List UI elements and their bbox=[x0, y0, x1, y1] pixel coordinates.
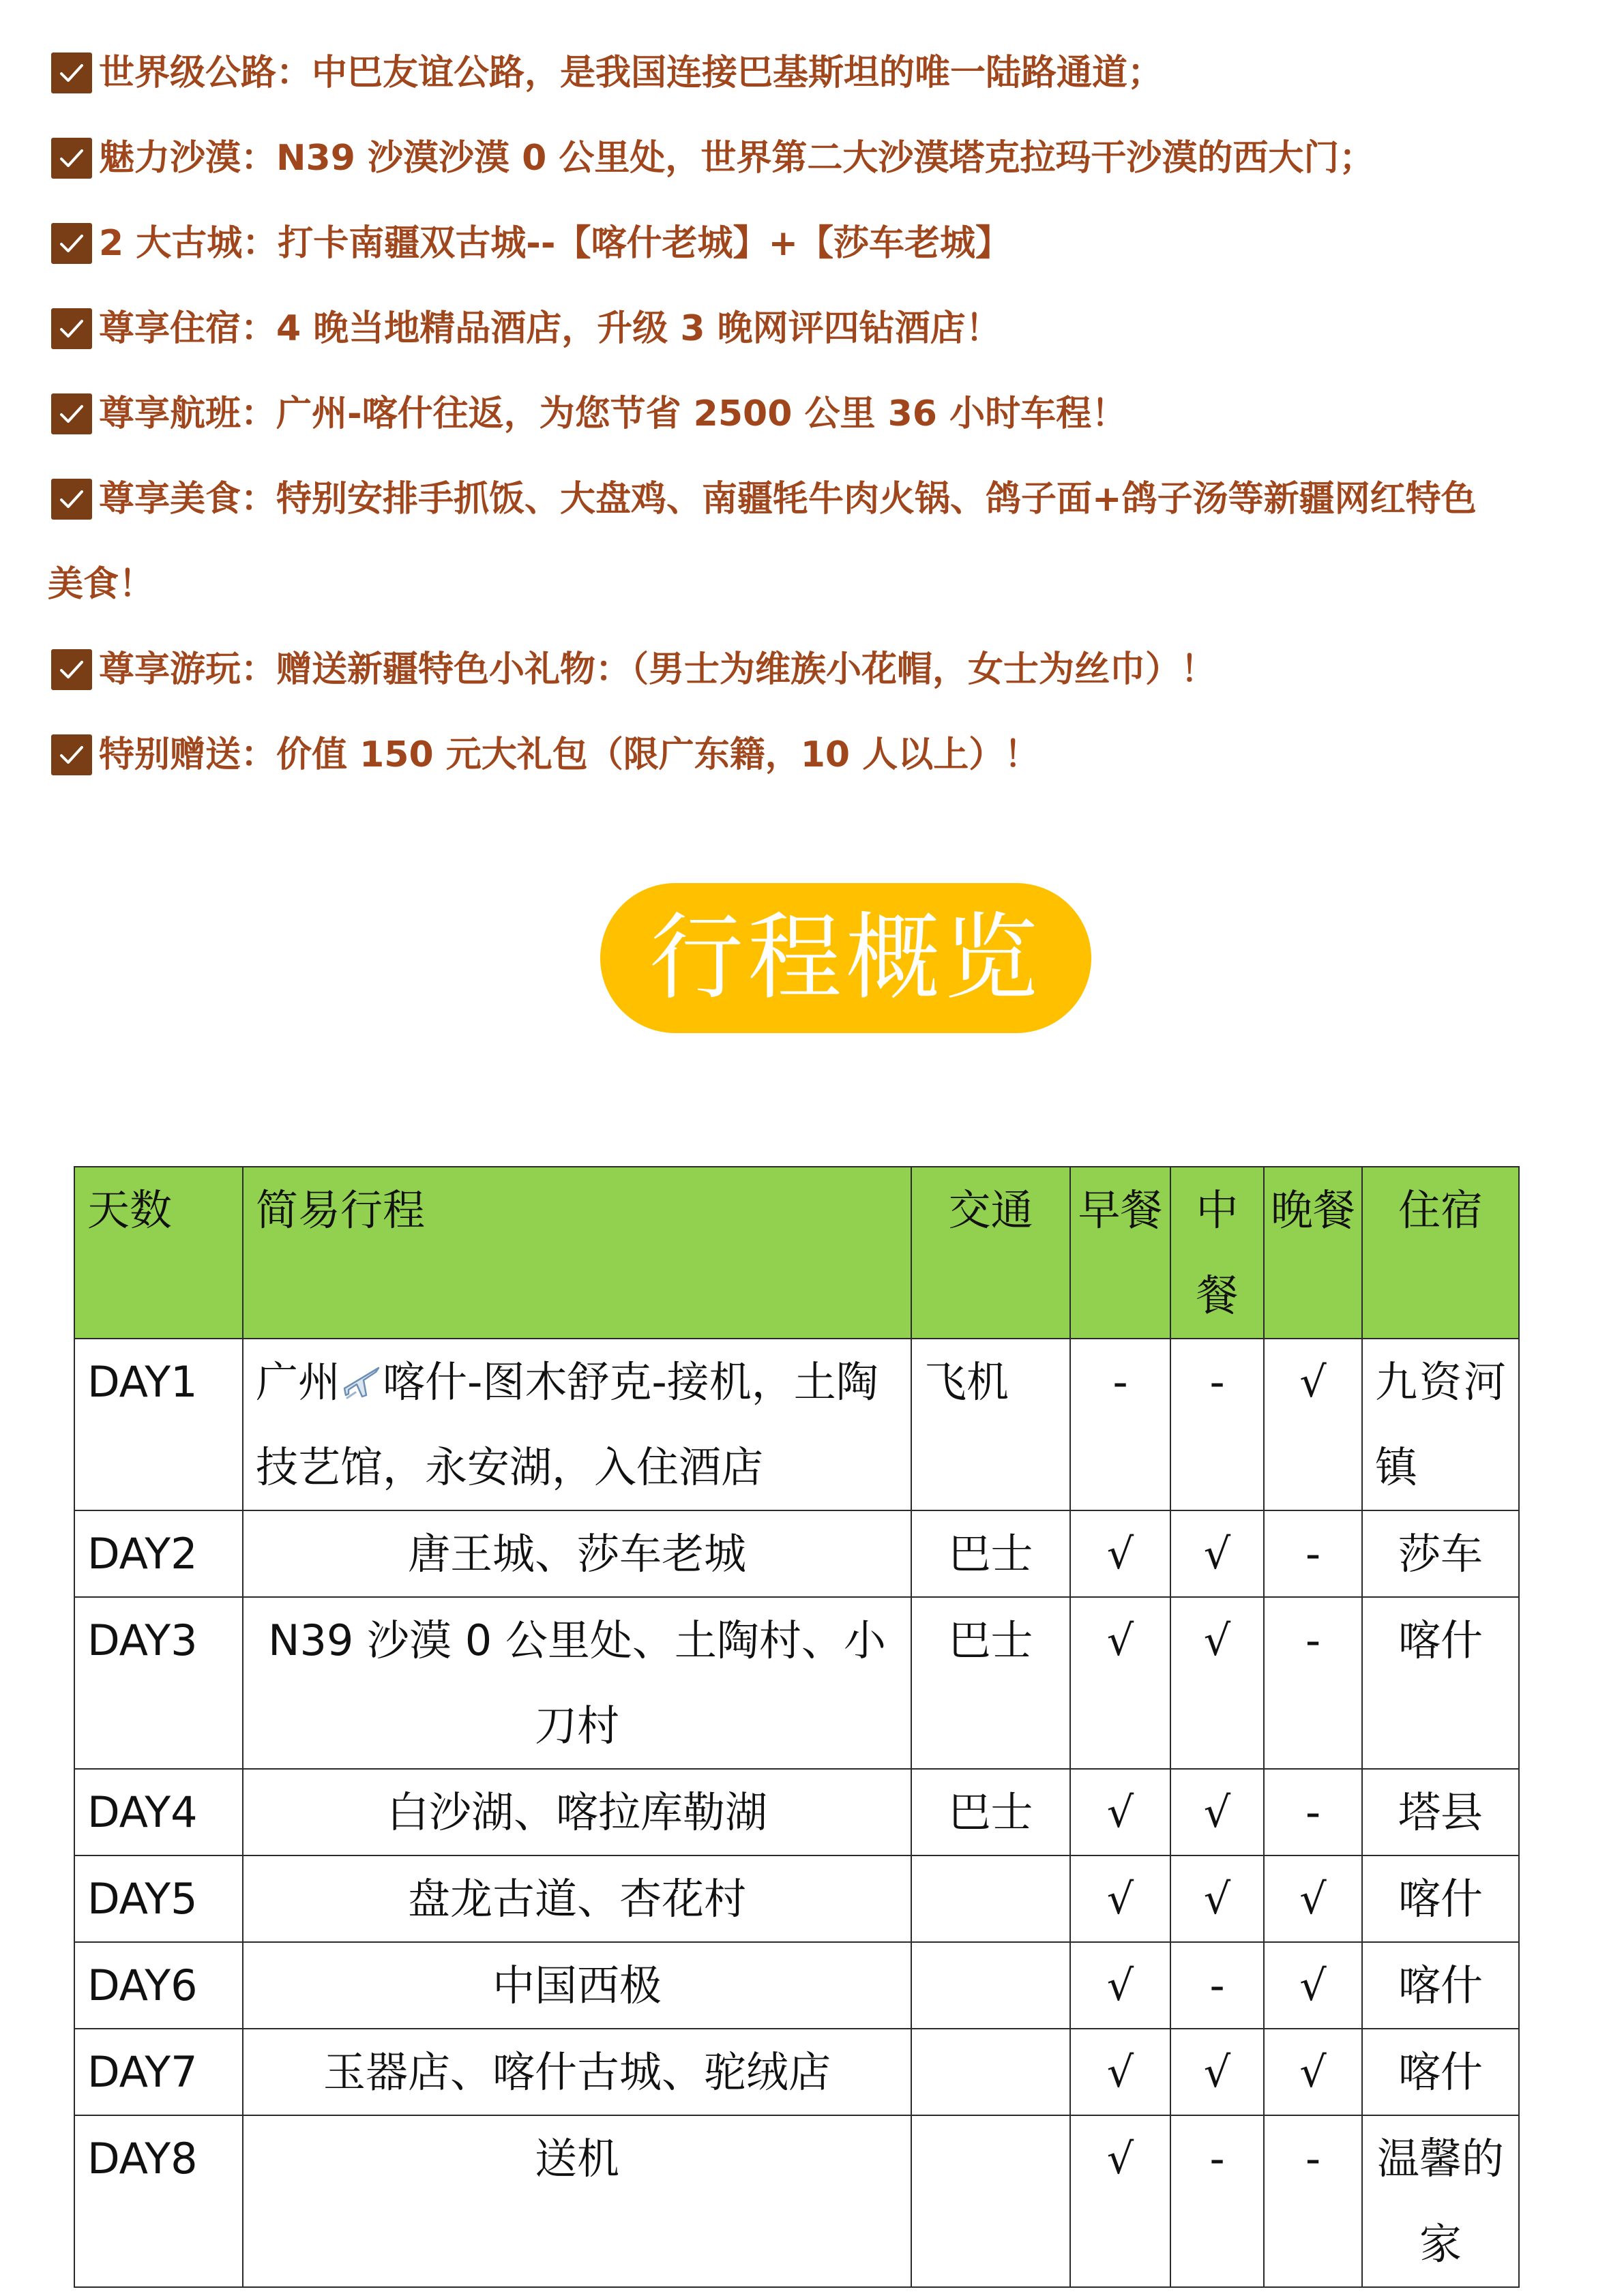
header-breakfast: 早餐 bbox=[1070, 1167, 1170, 1339]
cell-transport: 飞机 bbox=[911, 1339, 1070, 1510]
header-route: 简易行程 bbox=[243, 1167, 911, 1339]
cell-route: 盘龙古道、杏花村 bbox=[243, 1855, 911, 1942]
cell-breakfast: √ bbox=[1070, 1510, 1170, 1597]
cell-route: 送机 bbox=[243, 2115, 911, 2287]
cell-route: 唐王城、莎车老城 bbox=[243, 1510, 911, 1597]
table-row bbox=[74, 1942, 1519, 2029]
header-lunch: 中餐 bbox=[1170, 1167, 1264, 1339]
cell-route: 白沙湖、喀拉库勒湖 bbox=[243, 1769, 911, 1855]
cell-lunch: - bbox=[1170, 1942, 1264, 2029]
cell-route: 中国西极 bbox=[243, 1942, 911, 2029]
cell-dinner: √ bbox=[1264, 1942, 1362, 2029]
header-dinner: 晚餐 bbox=[1264, 1167, 1362, 1339]
cell-lunch: √ bbox=[1170, 1769, 1264, 1855]
highlight-item bbox=[51, 308, 1001, 349]
table-row bbox=[74, 2029, 1519, 2115]
cell-transport bbox=[911, 2115, 1070, 2287]
cell-breakfast: √ bbox=[1070, 2029, 1170, 2115]
header-stay: 住宿 bbox=[1362, 1167, 1519, 1339]
cell-day: DAY4 bbox=[74, 1769, 243, 1855]
check-icon bbox=[51, 223, 92, 264]
check-icon bbox=[51, 393, 92, 434]
cell-dinner: √ bbox=[1264, 2029, 1362, 2115]
highlight-item bbox=[51, 393, 1127, 434]
table-row bbox=[74, 1855, 1519, 1942]
cell-stay: 温馨的家 bbox=[1362, 2115, 1519, 2287]
cell-breakfast: √ bbox=[1070, 1597, 1170, 1769]
cell-lunch: √ bbox=[1170, 1510, 1264, 1597]
cell-stay: 喀什 bbox=[1362, 1855, 1519, 1942]
cell-breakfast: √ bbox=[1070, 1855, 1170, 1942]
cell-route: N39 沙漠 0 公里处、土陶村、小刀村 bbox=[243, 1597, 911, 1769]
highlight-item bbox=[51, 53, 1163, 93]
airplane-icon bbox=[340, 1345, 383, 1387]
cell-day: DAY6 bbox=[74, 1942, 243, 2029]
cell-transport bbox=[911, 1942, 1070, 2029]
cell-dinner: √ bbox=[1264, 1339, 1362, 1510]
cell-lunch: - bbox=[1170, 1339, 1264, 1510]
highlight-text: 尊享美食：特别安排手抓饭、大盘鸡、南疆牦牛肉火锅、鸽子面+鸽子汤等新疆网红特色 bbox=[99, 479, 1477, 520]
cell-transport bbox=[911, 1855, 1070, 1942]
route-rest: 喀什-图木舒克-接机，土陶技艺馆，永安湖，入住酒店 bbox=[256, 1357, 879, 1492]
cell-lunch: - bbox=[1170, 2115, 1264, 2287]
table-row bbox=[74, 2115, 1519, 2287]
cell-day: DAY3 bbox=[74, 1597, 243, 1769]
check-icon bbox=[51, 308, 92, 349]
cell-route: 玉器店、喀什古城、驼绒店 bbox=[243, 2029, 911, 2115]
cell-day: DAY1 bbox=[74, 1339, 243, 1510]
cell-breakfast: - bbox=[1070, 1339, 1170, 1510]
cell-breakfast: √ bbox=[1070, 1942, 1170, 2029]
header-day: 天数 bbox=[74, 1167, 243, 1339]
highlight-text: 尊享游玩：赠送新疆特色小礼物：（男士为维族小花帽，女士为丝巾）！ bbox=[99, 649, 1217, 690]
highlight-item bbox=[51, 138, 1374, 179]
cell-stay: 喀什 bbox=[1362, 2029, 1519, 2115]
cell-day: DAY2 bbox=[74, 1510, 243, 1597]
highlight-text: 魅力沙漠：N39 沙漠沙漠 0 公里处，世界第二大沙漠塔克拉玛干沙漠的西大门； bbox=[99, 138, 1375, 179]
itinerary-table bbox=[74, 1166, 1520, 2288]
cell-stay: 喀什 bbox=[1362, 1942, 1519, 2029]
check-icon bbox=[51, 138, 92, 179]
check-icon bbox=[51, 479, 92, 520]
highlight-text: 尊享航班：广州-喀什往返，为您节省 2500 公里 36 小时车程！ bbox=[99, 393, 1127, 434]
table-row bbox=[74, 1339, 1519, 1510]
cell-day: DAY7 bbox=[74, 2029, 243, 2115]
check-icon bbox=[51, 53, 92, 93]
highlight-text: 特别赠送：价值 150 元大礼包（限广东籍，10 人以上）！ bbox=[99, 734, 1040, 775]
cell-dinner: - bbox=[1264, 1597, 1362, 1769]
highlight-text: 世界级公路：中巴友谊公路，是我国连接巴基斯坦的唯一陆路通道； bbox=[99, 53, 1164, 93]
check-icon bbox=[51, 649, 92, 690]
table-header-row bbox=[74, 1167, 1519, 1339]
cell-breakfast: √ bbox=[1070, 2115, 1170, 2287]
cell-stay: 塔县 bbox=[1362, 1769, 1519, 1855]
header-transport: 交通 bbox=[911, 1167, 1070, 1339]
highlight-text-continued: 美食！ bbox=[48, 564, 155, 605]
cell-transport bbox=[911, 2029, 1070, 2115]
route-origin: 广州 bbox=[256, 1357, 341, 1407]
cell-transport: 巴士 bbox=[911, 1597, 1070, 1769]
cell-lunch: √ bbox=[1170, 1855, 1264, 1942]
highlight-item bbox=[51, 479, 1477, 520]
highlight-item bbox=[51, 223, 1011, 264]
check-icon bbox=[51, 734, 92, 775]
highlight-text: 尊享住宿：4 晚当地精品酒店，升级 3 晚网评四钻酒店！ bbox=[99, 308, 1001, 349]
table-row bbox=[74, 1510, 1519, 1597]
cell-day: DAY5 bbox=[74, 1855, 243, 1942]
cell-route bbox=[243, 1339, 911, 1510]
cell-dinner: - bbox=[1264, 2115, 1362, 2287]
highlight-item bbox=[51, 649, 1216, 690]
cell-day: DAY8 bbox=[74, 2115, 243, 2287]
table-row bbox=[74, 1597, 1519, 1769]
table-row bbox=[74, 1769, 1519, 1855]
cell-lunch: √ bbox=[1170, 2029, 1264, 2115]
cell-transport: 巴士 bbox=[911, 1769, 1070, 1855]
cell-stay: 九资河镇 bbox=[1362, 1339, 1519, 1510]
cell-stay: 喀什 bbox=[1362, 1597, 1519, 1769]
section-title: 行程概览 bbox=[600, 883, 1091, 1033]
cell-dinner: √ bbox=[1264, 1855, 1362, 1942]
cell-stay: 莎车 bbox=[1362, 1510, 1519, 1597]
cell-lunch: √ bbox=[1170, 1597, 1264, 1769]
cell-dinner: - bbox=[1264, 1769, 1362, 1855]
highlight-item bbox=[51, 734, 1039, 775]
cell-transport: 巴士 bbox=[911, 1510, 1070, 1597]
cell-dinner: - bbox=[1264, 1510, 1362, 1597]
highlight-text: 2 大古城：打卡南疆双古城--【喀什老城】+【莎车老城】 bbox=[99, 223, 1012, 264]
cell-breakfast: √ bbox=[1070, 1769, 1170, 1855]
